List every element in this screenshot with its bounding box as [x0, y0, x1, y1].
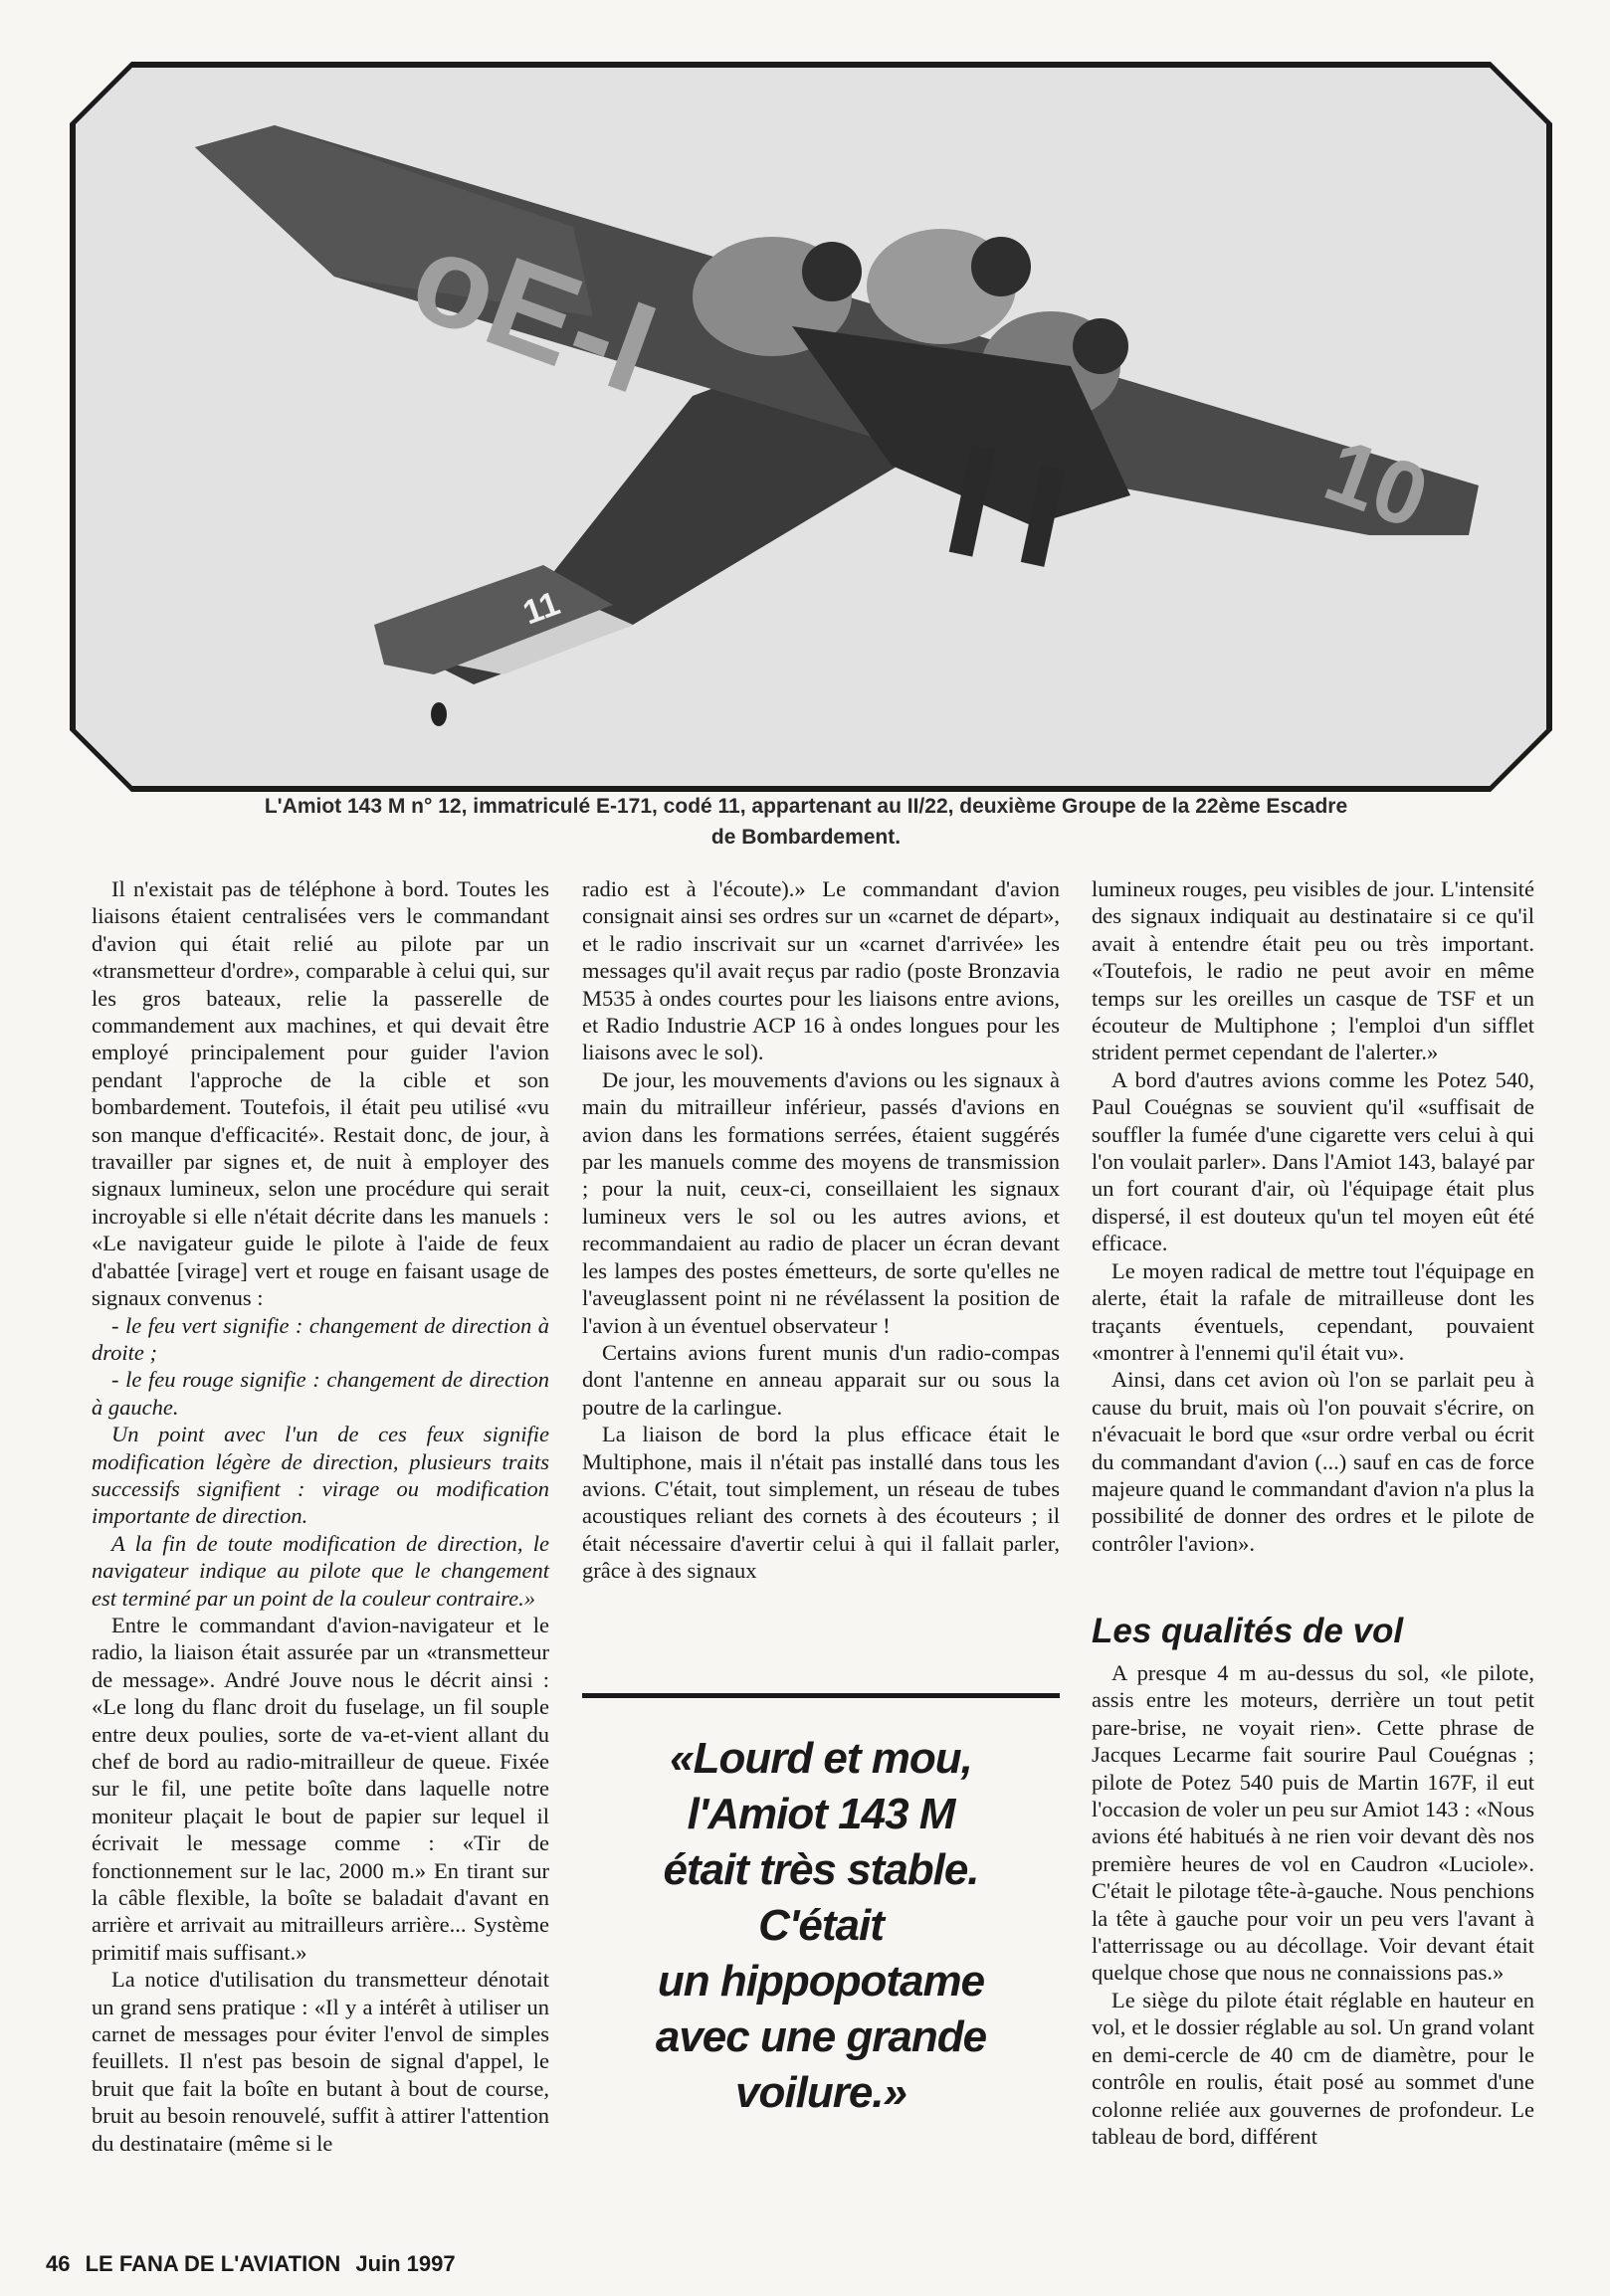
- paragraph: Le moyen radical de mettre tout l'équipage en alerte, était la rafale de mitrailleuse dont les traçants éventuels, cependant, pouvaient «montrer à l'ennemi qu'il était vu».: [1092, 1257, 1534, 1365]
- right-wing-marking: 10: [1312, 420, 1441, 549]
- pullquote-line: voilure.»: [735, 2068, 906, 2117]
- tail-marking: 11: [517, 584, 565, 633]
- paragraph: radio est à l'écoute).» Le commandant d'avion consignait ainsi ses ordres sur un «carnet de départ», et le radio inscrivait sur un «carnet d'arrivée» les messages qu'il avait reçus par radio (poste Bronzavia M535 à ondes courtes pour les liaisons entre avions, et Radio Industrie ACP 16 à ondes longues pour les liaisons avec le sol).: [582, 876, 1060, 1065]
- pullquote-line: «Lourd et mou,: [670, 1734, 972, 1783]
- paragraph: Ainsi, dans cet avion où l'on se parlait peu à cause du bruit, mais où l'on pouvait s'écrire, on n'évacuait le bord que «sur ordre verbal ou écrit du commandant d'avion (...) sauf en cas de force majeure quand le commandant d'avion n'a plus la possibilité de donner des ordres et le pilote de contrôler l'avion».: [1092, 1367, 1534, 1556]
- section-heading: Les qualités de vol: [1092, 1612, 1404, 1650]
- pullquote-line: C'était: [758, 1901, 884, 1950]
- paragraph: Un point avec l'un de ces feux signifie modification légère de direction, plusieurs traits successifs signifient : virage ou modification importante de direction.: [92, 1422, 549, 1529]
- paragraph: Certains avions furent munis d'un radio-compas dont l'antenne en anneau apparait sur ou sous la poutre de la carlingue.: [582, 1339, 1060, 1420]
- pullquote: [582, 1731, 1060, 2121]
- paragraph: De jour, les mouvements d'avions ou les signaux à main du mitrailleur inférieur, passés d'avions en avion dans les formations serrées, étaient suggérés par les manuels comme des moyens de transmission ; pour la nuit, ceux-ci, conseillaient les signaux lumineux vers le sol ou les autres avions, et recommandaient au radio de placer un écran devant les lampes des postes émetteurs, de sorte qu'elles ne l'aveuglassent point ni ne révélassent la position de l'avion à un éventuel observateur !: [582, 1066, 1060, 1338]
- magazine-name: LE FANA DE L'AVIATION: [85, 2251, 341, 2276]
- photo-caption: [199, 791, 1413, 853]
- column-2: [582, 875, 1060, 1585]
- column-3: [1092, 875, 1534, 1592]
- paragraph: A la fin de toute modification de direction, le navigateur indique au pilote que le changement est terminé par un point de la couleur contraire.»: [92, 1530, 549, 1611]
- pullquote-line: l'Amiot 143 M: [687, 1790, 955, 1838]
- page-number: 46: [46, 2251, 71, 2276]
- airplane-photo: [76, 68, 1546, 786]
- pullquote-line: avec une grande: [655, 2012, 987, 2061]
- column-3-continued: [1092, 1659, 1534, 2150]
- column-1: [92, 875, 549, 2157]
- caption-line-1: L'Amiot 143 M n° 12, immatriculé E-171, codé 11, appartenant au II/22, deuxième Groupe de la 22ème Escadre: [264, 795, 1348, 818]
- paragraph: A bord d'autres avions comme les Potez 540, Paul Couégnas se souvient qu'il «suffisait de souffler la fumée d'une cigarette vers celui à qui l'on voulait parler». Dans l'Amiot 143, balayé par un fort courant d'air, où l'équipage était plus dispersé, il est douteux qu'un tel moyen eût été efficace.: [1092, 1066, 1534, 1256]
- page-footer: [46, 2251, 465, 2277]
- pullquote-rule: [582, 1693, 1060, 1698]
- paragraph: A presque 4 m au-dessus du sol, «le pilote, assis entre les moteurs, derrière un tout petit pare-brise, ne voyait rien». Cette phrase de Jacques Lecarme fait sourire Paul Couégnas ; pilote de Potez 540 puis de Martin 167F, il eut l'occasion de voler un peu sur Amiot 143 : «Nous avions été habitués à ne rien voir devant dès nos première heures de vol en Caudron «Luciole». C'était le pilotage tête-à-gauche. Nous penchions la tête à gauche pour voir un peu vers l'avant à l'atterrissage ou au décollage. Voir devant était quelque chose que nous ne connaissions pas.»: [1092, 1660, 1534, 1986]
- paragraph: - le feu rouge signifie : changement de direction à gauche.: [92, 1367, 549, 1420]
- paragraph: Le siège du pilote était réglable en hauteur en vol, et le dossier réglable au sol. Un grand volant en demi-cercle de 40 cm de diamètre, pour le contrôle en roulis, était posé au sommet d'une colonne reliée aux gouvernes de profondeur. Le tableau de bord, différent: [1092, 1987, 1534, 2149]
- pullquote-line: un hippopotame: [657, 1957, 985, 2006]
- paragraph: lumineux rouges, peu visibles de jour. L'intensité des signaux indiquait au destinataire si ce qu'il avait à entendre était peu ou très important. «Toutefois, le radio ne peut avoir en même temps sur les oreilles un casque de TSF et un écouteur de Multiphone ; l'emploi d'un sifflet strident permet cependant de l'alerter.»: [1092, 876, 1534, 1065]
- paragraph: Entre le commandant d'avion-navigateur et le radio, la liaison était assurée par un «transmetteur de message». André Jouve nous le décrit ainsi : «Le long du flanc droit du fuselage, un fil souple entre deux poulies, sorte de va-et-vient allant du chef de bord au radio-mitrailleur de queue. Fixée sur le fil, une petite boîte dans laquelle notre moniteur plaçait le bout de papier sur lequel il écrivait le message comme : «Tir de fonctionnement sur le lac, 2000 m.» En tirant sur la câble flexible, la boîte se baladait d'avant en arrière et arrivait au mitrailleurs arrière... Système primitif mais suffisant.»: [92, 1612, 549, 1965]
- paragraph: La notice d'utilisation du transmetteur dénotait un grand sens pratique : «Il y a intérêt à utiliser un carnet de messages pour éviter l'envol de simples feuillets. Il n'est pas besoin de signal d'appel, le bruit que fait la boîte en butant à bout de course, bruit au besoin renouvelé, suffit à attirer l'attention du destinataire (même si le: [92, 1967, 549, 2156]
- wing-marking: oE-I: [394, 201, 675, 422]
- paragraph: - le feu vert signifie : changement de direction à droite ;: [92, 1312, 549, 1365]
- pullquote-line: était très stable.: [663, 1845, 979, 1894]
- airplane-illustration: [76, 68, 1546, 786]
- paragraph: La liaison de bord la plus efficace était le Multiphone, mais il n'était pas installé dans tous les avions. C'était, tout simplement, un réseau de tubes acoustiques reliant des cornets à des écouteurs ; il était nécessaire d'avertir celui à qui il fallait parler, grâce à des signaux: [582, 1422, 1060, 1584]
- issue-date: Juin 1997: [355, 2251, 456, 2276]
- photo-frame: [70, 62, 1552, 792]
- paragraph: Il n'existait pas de téléphone à bord. Toutes les liaisons étaient centralisées vers le commandant d'avion qui était relié au pilote par un «transmetteur d'ordre», comparable à celui qui, sur les gros bateaux, relie la passerelle de commandement aux machines, et qui devait être employé principalement pour guider l'avion pendant l'approche de la cible et son bombardement. Toutefois, il était peu utilisé «vu son manque d'efficacité». Restait donc, de jour, à travailler par signes et, de nuit à employer des signaux lumineux, selon une procédure qui serait incroyable si elle n'était décrite dans les manuels : «Le navigateur guide le pilote à l'aide de feux d'abattée [virage] vert et rouge en faisant usage de signaux convenus :: [92, 876, 549, 1311]
- caption-line-2: de Bombardement.: [710, 826, 902, 849]
